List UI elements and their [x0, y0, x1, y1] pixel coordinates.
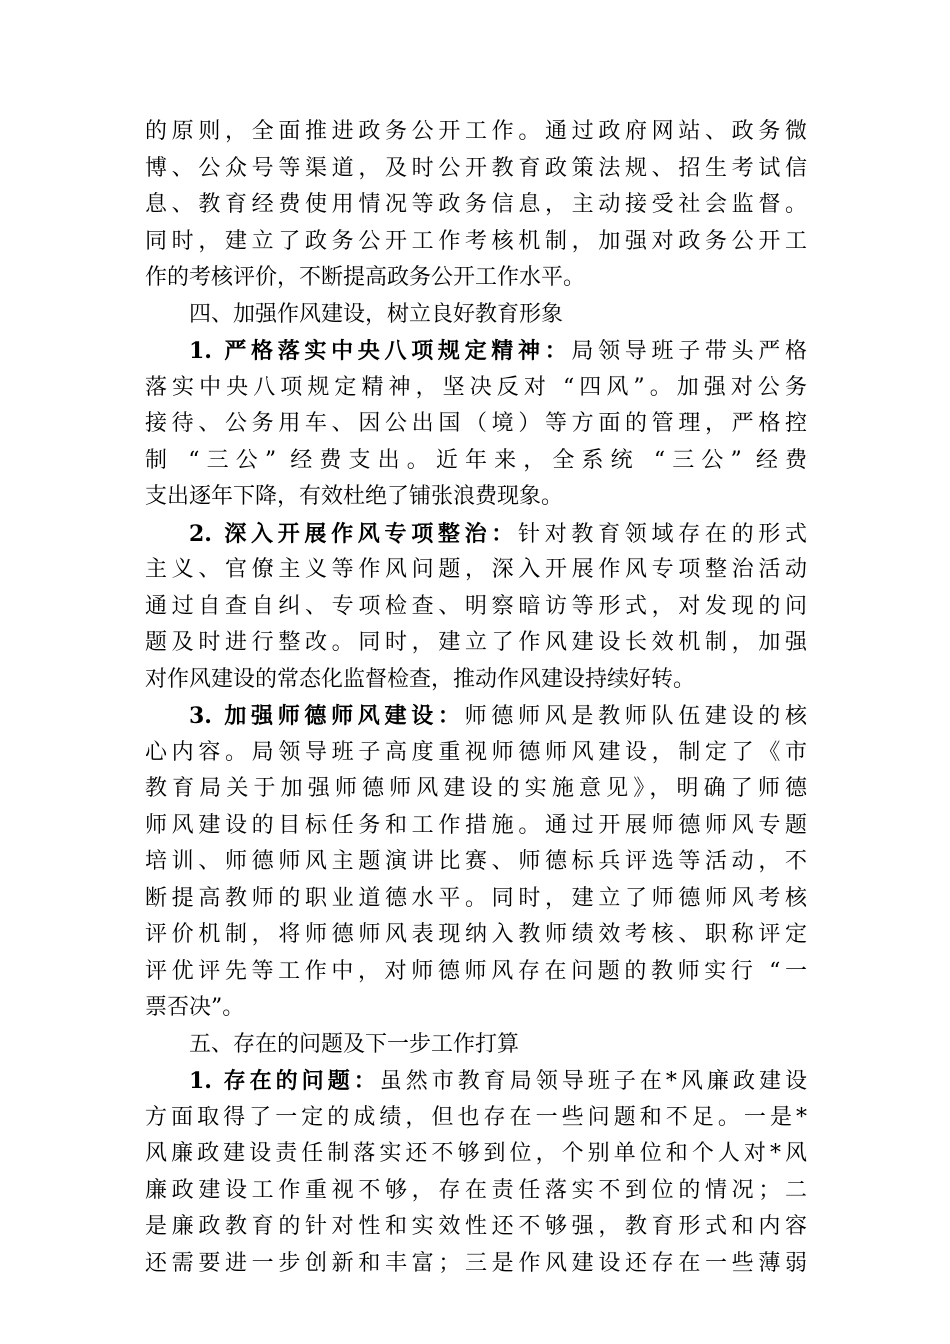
section-heading-5: 五、存在的问题及下一步工作打算	[189, 1031, 520, 1057]
paragraph-lead: 1. 严格落实中央八项规定精神：	[189, 338, 572, 364]
paragraph-4-3-first-line	[145, 698, 807, 735]
text-line: 息、教育经费使用情况等政务信息，主动接受社会监督。	[145, 192, 807, 217]
text-fragment: 师德师风是教师队伍建设的核	[464, 704, 807, 729]
paragraph-4-1-first-line	[145, 333, 807, 370]
text-line: 评价机制，将师德师风表现纳入教师绩效考核、职称评定	[145, 922, 807, 947]
text-line: 同时，建立了政务公开工作考核机制，加强对政务公开工	[145, 228, 807, 254]
text-line: 心内容。局领导班子高度重视师德师风建设，制定了《市	[145, 739, 807, 765]
text-fragment: 虽然市教育局领导班子在*风廉政建设	[379, 1069, 807, 1094]
text-line: 作的考核评价，不断提高政务公开工作水平。	[145, 265, 586, 290]
text-line: 还需要进一步创新和丰富；三是作风建设还存在一些薄弱	[145, 1250, 807, 1276]
paragraph-lead: 3. 加强师德师风建设：	[189, 703, 465, 729]
text-line: 方面取得了一定的成绩，但也存在一些问题和不足。一是*	[145, 1104, 807, 1130]
text-line: 通过自查自纠、专项检查、明察暗访等形式，对发现的问	[145, 593, 807, 619]
text-line: 是廉政教育的针对性和实效性还不够强，教育形式和内容	[145, 1214, 807, 1239]
text-line: 落实中央八项规定精神，坚决反对 “四风”。加强对公务	[145, 374, 807, 400]
text-fragment: 针对教育领域存在的形式	[518, 521, 807, 547]
text-line: 评优评先等工作中，对师德师风存在问题的教师实行 “一	[145, 958, 807, 984]
text-fragment: 局领导班子带头严格	[571, 339, 807, 364]
paragraph-5-1-first-line	[145, 1063, 807, 1100]
text-line: 廉政建设工作重视不够，存在责任落实不到位的情况；二	[145, 1177, 807, 1203]
text-line: 支出逐年下降，有效杜绝了铺张浪费现象。	[145, 484, 564, 509]
paragraph-lead: 1. 存在的问题：	[189, 1068, 380, 1094]
text-line: 主义、官僚主义等作风问题，深入开展作风专项整治活动	[145, 557, 807, 582]
text-line: 断提高教师的职业道德水平。同时，建立了师德师风考核	[145, 885, 807, 911]
paragraph-lead: 2. 深入开展作风专项整治：	[189, 520, 518, 547]
text-line: 风廉政建设责任制落实还不够到位，个别单位和个人对*风	[145, 1141, 807, 1166]
text-line: 制 “三公” 经费支出。近年来，全系统 “三公” 经费	[145, 447, 807, 473]
paragraph-4-2-first-line	[145, 516, 807, 553]
text-line: 师风建设的目标任务和工作措施。通过开展师德师风专题	[145, 812, 807, 838]
text-line: 教育局关于加强师德师风建设的实施意见》，明确了师德	[145, 776, 807, 801]
text-line: 博、公众号等渠道，及时公开教育政策法规、招生考试信	[145, 155, 807, 181]
text-line: 票否决”。	[145, 995, 245, 1020]
text-line: 题及时进行整改。同时，建立了作风建设长效机制，加强	[145, 630, 807, 655]
document-body	[145, 114, 807, 1282]
text-line: 接待、公务用车、因公出国（境）等方面的管理，严格控	[145, 411, 807, 436]
section-heading-4: 四、加强作风建设，树立良好教育形象	[189, 301, 564, 327]
text-line: 培训、师德师风主题演讲比赛、师德标兵评选等活动，不	[145, 849, 807, 874]
text-line: 对作风建设的常态化监督检查，推动作风建设持续好转。	[145, 666, 696, 692]
text-line: 的原则，全面推进政务公开工作。通过政府网站、政务微	[145, 119, 807, 144]
